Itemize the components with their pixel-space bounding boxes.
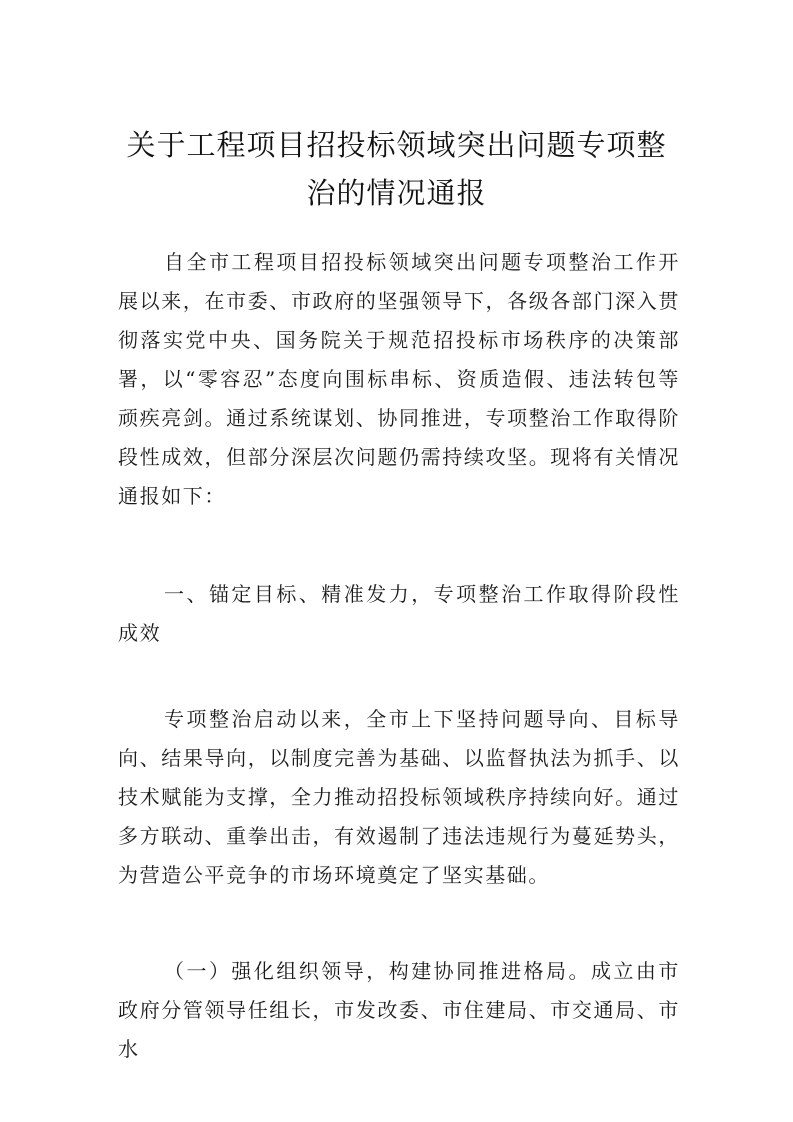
document-title-line-2: 治的情况通报 bbox=[306, 176, 487, 210]
subsection-1-paragraph: （一）强化组织领导，构建协同推进格局。成立由市政府分管领导任组长，市发改委、市住建局、市交通局、市水 bbox=[118, 959, 680, 1061]
section-1-heading: 一、锚定目标、精准发力，专项整治工作取得阶段性成效 bbox=[118, 582, 680, 645]
intro-paragraph: 自全市工程项目招投标领域突出问题专项整治工作开展以来，在市委、市政府的坚强领导下，各级各部门深入贯彻落实党中央、国务院关于规范招投标市场秩序的决策部署，以“零容忍”态度向围标串标、资质造假、违法转包等顽疾亮剑。通过系统谋划、协同推进，专项整治工作取得阶段性成效，但部分深层次问题仍需持续攻坚。现将有关情况通报如下： bbox=[118, 250, 680, 508]
section-1-body: 专项整治启动以来，全市上下坚持问题导向、目标导向、结果导向，以制度完善为基础、以监督执法为抓手、以技术赋能为支撑，全力推动招投标领域秩序持续向好。通过多方联动、重拳出击，有效遏制了违法违规行为蔓延势头，为营造公平竞争的市场环境奠定了坚实基础。 bbox=[118, 707, 680, 887]
document-title-line-1: 关于工程项目招投标领域突出问题专项整 bbox=[126, 128, 667, 162]
